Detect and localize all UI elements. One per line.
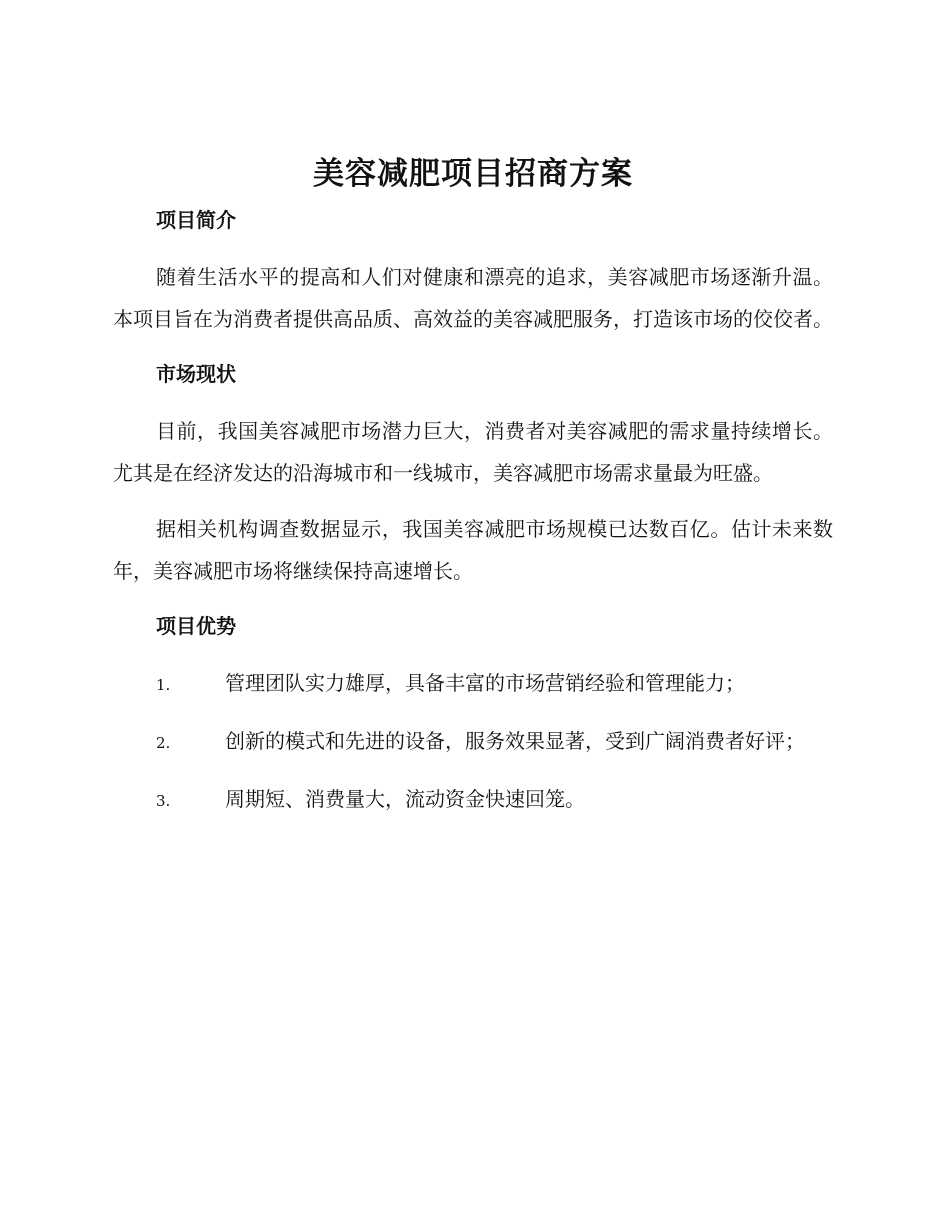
market-paragraph-1: 目前，我国美容减肥市场潜力巨大，消费者对美容减肥的需求量持续增长。尤其是在经济发达的沿海城市和一线城市，美容减肥市场需求量最为旺盛。 xyxy=(113,419,833,485)
list-item xyxy=(113,662,833,706)
list-item-text: 创新的模式和先进的设备，服务效果显著，受到广阔消费者好评； xyxy=(225,729,805,753)
list-number: 2. xyxy=(156,734,171,752)
market-paragraph-2: 据相关机构调查数据显示，我国美容减肥市场规模已达数百亿。估计未来数年，美容减肥市场将继续保持高速增长。 xyxy=(113,517,833,583)
section-heading-advantages: 项目优势 xyxy=(156,614,236,638)
list-item-text: 周期短、消费量大，流动资金快速回笼。 xyxy=(225,787,585,811)
intro-paragraph: 随着生活水平的提高和人们对健康和漂亮的追求，美容减肥市场逐渐升温。本项目旨在为消费者提供高品质、高效益的美容减肥服务，打造该市场的佼佼者。 xyxy=(113,265,833,331)
section-heading-market: 市场现状 xyxy=(156,362,236,386)
list-number: 1. xyxy=(156,676,171,694)
list-item-text: 管理团队实力雄厚，具备丰富的市场营销经验和管理能力； xyxy=(225,671,745,695)
document-title: 美容减肥项目招商方案 xyxy=(313,156,633,192)
list-item xyxy=(113,720,833,764)
section-heading-intro: 项目简介 xyxy=(156,208,236,232)
document-page xyxy=(113,150,833,822)
list-item xyxy=(113,778,833,822)
list-number: 3. xyxy=(156,792,171,810)
